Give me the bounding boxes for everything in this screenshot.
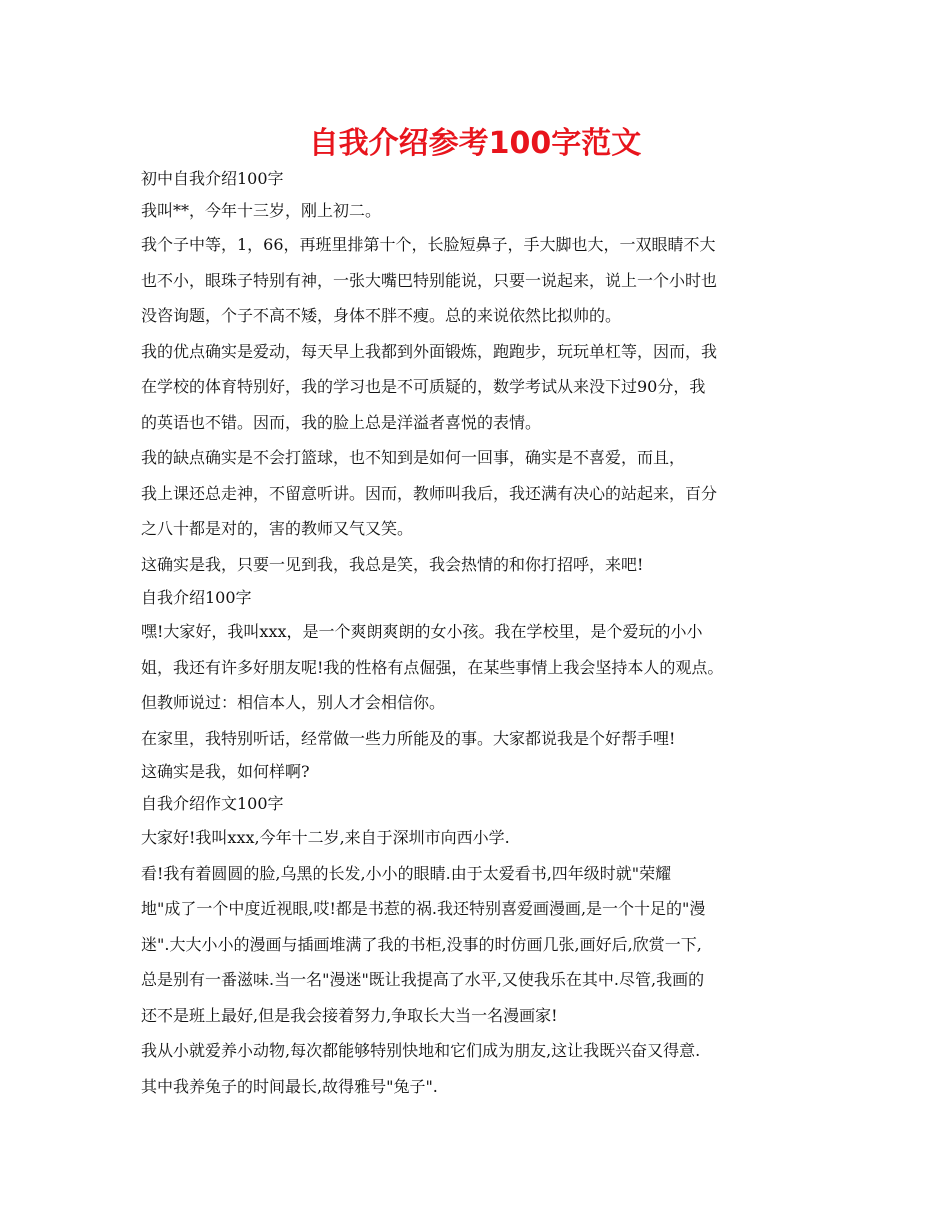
- paragraph-line: 总是别有一番滋味.当一名"漫迷"既让我提高了水平,又使我乐在其中.尽管,我画的: [141, 970, 705, 989]
- paragraph-line: 大家好!我叫xxx,今年十二岁,来自于深圳市向西小学.: [141, 828, 510, 847]
- document-body: [141, 163, 831, 1104]
- paragraph-line: 看!我有着圆圆的脸,乌黑的长发,小小的眼睛.由于太爱看书,四年级时就"荣耀: [141, 863, 672, 883]
- paragraph-line: 在家里，我特别听话，经常做一些力所能及的事。大家都说我是个好帮手哩!: [141, 728, 676, 748]
- paragraph-line: 迷".大大小小的漫画与插画堆满了我的书柜,没事的时仿画几张,画好后,欣赏一下,: [141, 934, 702, 954]
- paragraph-line: 其中我养兔子的时间最长,故得雅号"兔子".: [141, 1076, 438, 1096]
- paragraph-line: 嘿!大家好，我叫xxx，是一个爽朗爽朗的女小孩。我在学校里，是个爱玩的小小: [141, 622, 703, 641]
- paragraph-line: 也不小，眼珠子特别有神，一张大嘴巴特别能说，只要一说起来，说上一个小时也: [141, 270, 718, 290]
- paragraph-line: 这确实是我，只要一见到我，我总是笑，我会热情的和你打招呼，来吧!: [141, 554, 644, 574]
- document-title: 自我介绍参考100字范文: [308, 126, 642, 161]
- paragraph-line: 的英语也不错。因而，我的脸上总是洋溢者喜悦的表情。: [141, 412, 542, 432]
- section-heading: 自我介绍100字: [141, 588, 252, 607]
- section-heading: 初中自我介绍100字: [141, 169, 284, 188]
- paragraph-line: 还不是班上最好,但是我会接着努力,争取长大当一名漫画家!: [141, 1005, 558, 1025]
- paragraph-line: 之八十都是对的，害的教师又气又笑。: [141, 519, 414, 538]
- paragraph-line: 地"成了一个中度近视眼,哎!都是书惹的祸.我还特别喜爱画漫画,是一个十足的"漫: [141, 899, 706, 918]
- paragraph-line: 没咨询题，个子不高不矮，身体不胖不瘦。总的来说依然比拟帅的。: [141, 306, 622, 325]
- paragraph-line: 我的优点确实是爱动，每天早上我都到外面锻炼，跑跑步，玩玩单杠等，因而，我: [141, 341, 718, 361]
- paragraph-line: 姐，我还有许多好朋友呢!我的性格有点倔强，在某些事情上我会坚持本人的观点。: [141, 657, 724, 677]
- paragraph-line: 但教师说过：相信本人，别人才会相信你。: [141, 693, 446, 712]
- paragraph-line: 我的缺点确实是不会打篮球，也不知到是如何一回事，确实是不喜爱，而且，: [141, 448, 686, 467]
- section-heading: 自我介绍作文100字: [141, 794, 284, 813]
- paragraph-line: 我叫**，今年十三岁，刚上初二。: [141, 201, 382, 220]
- paragraph-line: 我个子中等，1，66，再班里排第十个，长脸短鼻子，手大脚也大，一双眼睛不大: [141, 235, 716, 254]
- paragraph-line: 这确实是我，如何样啊?: [141, 762, 310, 781]
- paragraph-line: 我上课还总走神，不留意听讲。因而，教师叫我后，我还满有决心的站起来，百分: [141, 483, 718, 503]
- paragraph-line: 在学校的体育特别好，我的学习也是不可质疑的，数学考试从来没下过90分，我: [141, 377, 706, 396]
- paragraph-line: 我从小就爱养小动物,每次都能够特别快地和它们成为朋友,这让我既兴奋又得意.: [141, 1041, 701, 1060]
